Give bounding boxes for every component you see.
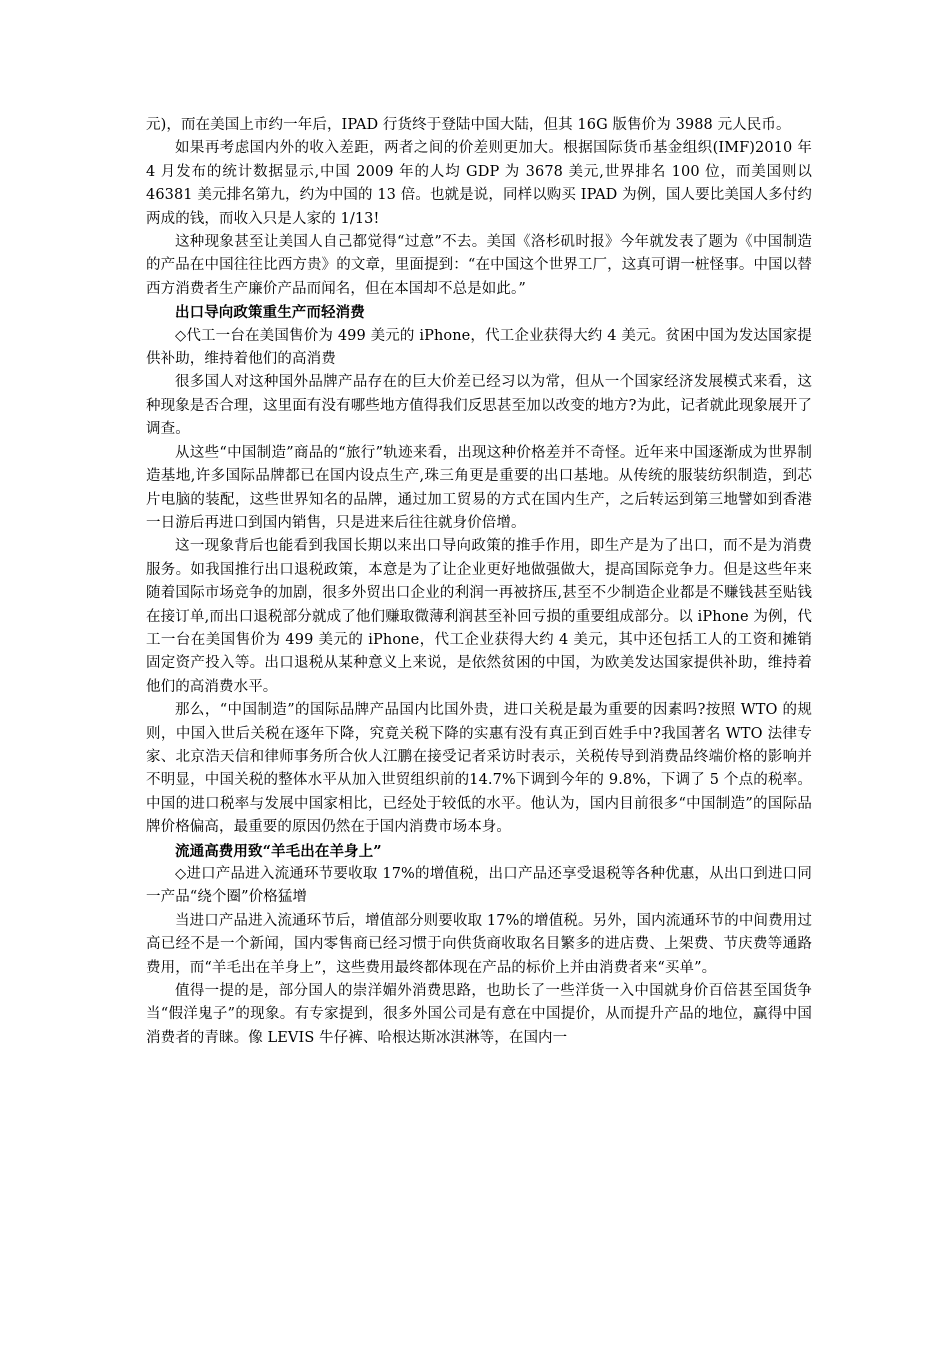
paragraph-investigation: 很多国人对这种国外品牌产品存在的巨大价差已经习以为常，但从一个国家经济发展模式来看，这种现象是否合理，这里面有没有哪些地方值得我们反思甚至加以改变的地方?为此，记者就此现象展开了调查。 <box>146 374 812 438</box>
section-heading-export-policy: 出口导向政策重生产而轻消费 <box>175 304 365 322</box>
paragraph-import-tariff: 那么，“中国制造”的国际品牌产品国内比国外贵，进口关税是最为重要的因素吗?按照 WTO 的规则，中国入世后关税在逐年下降，究竟关税下降的实惠有没有真正到百姓手中?我国著名 WTO 法律专家、北京浩天信和律师事务所合伙人江鹏在接受记者采访时表示，关税传导到消费品终端价格的影响并不明显，中国关税的整体水平从加入世贸组织前的14.7%下调到今年的 9.8%，下调了 5 个点的税率。中国的进口税率与发展中国家相比，已经处于较低的水平。他认为，国内目前很多“中国制造”的国际品牌价格偏高，最重要的原因仍然在于国内消费市场本身。 <box>146 702 812 836</box>
paragraph-la-times: 这种现象甚至让美国人自己都觉得“过意”不去。美国《洛杉矶时报》今年就发表了题为《中国制造的产品在中国往往比西方贵》的文章，里面提到：“在中国这个世界工厂，这真可谓一桩怪事。中国以替西方消费者生产廉价产品而闻名，但在本国却不总是如此。” <box>146 234 812 297</box>
paragraph-circulation-fees: 当进口产品进入流通环节后，增值部分则要收取 17%的增值税。另外，国内流通环节的中间费用过高已经不是一个新闻，国内零售商已经习惯于向供货商收取名目繁多的进店费、上架费、节庆费等通路费用，而“羊毛出在羊身上”，这些费用最终都体现在产品的标价上并由消费者来“买单”。 <box>146 912 812 976</box>
paragraph-iphone-summary: ◇代工一台在美国售价为 499 美元的 iPhone，代工企业获得大约 4 美元。贫困中国为发达国家提供补助，维持着他们的高消费 <box>146 327 812 368</box>
paragraph-export-tax-rebate: 这一现象背后也能看到我国长期以来出口导向政策的推手作用，即生产是为了出口，而不是为消费服务。如我国推行出口退税政策，本意是为了让企业更好地做强做大，提高国际竞争力。但是这些年来随着国际市场竞争的加剧，很多外贸出口企业的利润一再被挤压,甚至不少制造企业都是不赚钱甚至贴钱在接订单,而出口退税部分就成了他们赚取微薄利润甚至补回亏损的重要组成部分。以 iPhone 为例，代工一台在美国售价为 499 美元的 iPhone，代工企业获得大约 4 美元，其中还包括工人的工资和摊销固定资产投入等。出口退税从某种意义上来说，是依然贫困的中国，为欧美发达国家提供补助，维持着他们的高消费水平。 <box>146 538 812 695</box>
paragraph-continuation: 元)，而在美国上市约一年后，IPAD 行货终于登陆中国大陆，但其 16G 版售价为 3988 元人民币。 <box>146 117 791 133</box>
paragraph-income-gap: 如果再考虑国内外的收入差距，两者之间的价差则更加大。根据国际货币基金组织(IMF)2010 年 4 月发布的统计数据显示,中国 2009 年的人均 GDP 为 3678 美元,世界排名 100 位，而美国则以 46381 美元排名第九，约为中国的 13 倍。也就是说，同样以购买 IPAD 为例，国人要比美国人多付约两成的钱，而收入只是人家的 1/13! <box>146 140 812 227</box>
paragraph-vat-summary: ◇进口产品进入流通环节要收取 17%的增值税，出口产品还享受退税等各种优惠，从出口到进口同一产品“绕个圈”价格猛增 <box>146 866 812 906</box>
paragraph-foreign-worship: 值得一提的是，部分国人的崇洋媚外消费思路，也助长了一些洋货一入中国就身价百倍甚至国货争当“假洋鬼子”的现象。有专家提到，很多外国公司是有意在中国提价，从而提升产品的地位，赢得中国消费者的青睐。像 LEVIS 牛仔裤、哈根达斯冰淇淋等，在国内一 <box>146 983 812 1046</box>
section-heading-circulation-cost: 流通高费用致“羊毛出在羊身上” <box>175 842 382 860</box>
paragraph-made-in-china-travel: 从这些“中国制造”商品的“旅行”轨迹来看，出现这种价格差并不奇怪。近年来中国逐渐成为世界制造基地,许多国际品牌都已在国内设点生产,珠三角更是重要的出口基地。从传统的服装纺织制造，到芯片电脑的装配，这些世界知名的品牌，通过加工贸易的方式在国内生产，之后转运到第三地譬如到香港一日游后再进口到国内销售，只是进来后往往就身价倍增。 <box>146 444 812 531</box>
document-page <box>146 114 812 1050</box>
